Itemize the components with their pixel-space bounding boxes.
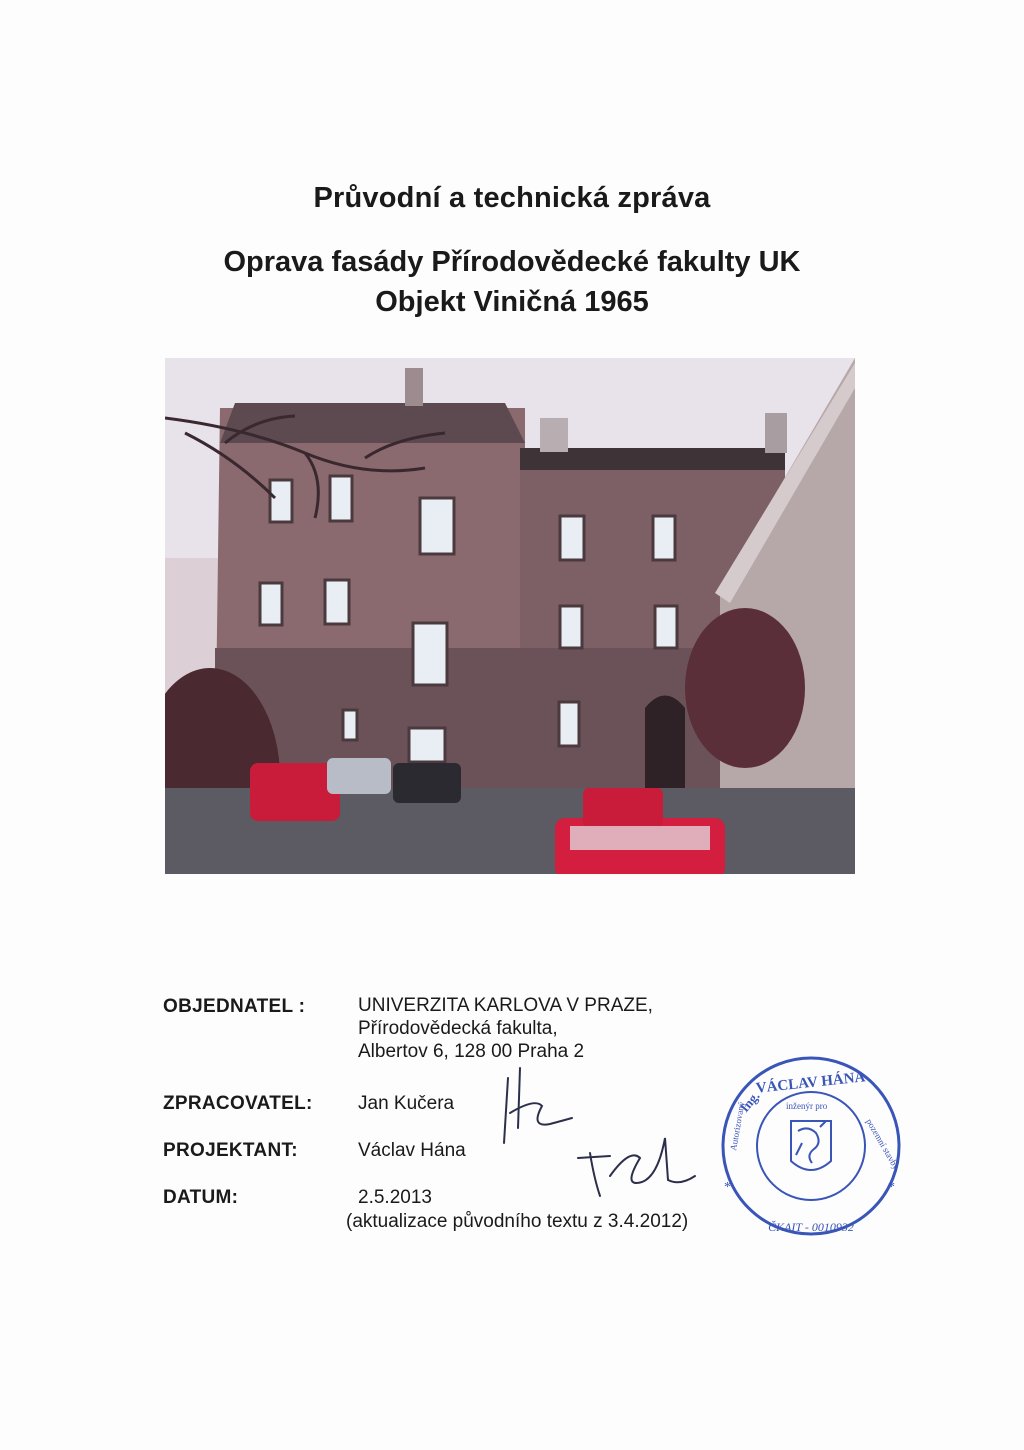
objednatel-line-3: Albertov 6, 128 00 Praha 2 [358, 1041, 585, 1062]
datum-label: DATUM: [163, 1187, 239, 1208]
subtitle-line-2: Objekt Viničná 1965 [375, 286, 649, 318]
objednatel-value [358, 994, 653, 1063]
svg-text:pozemní stavby: pozemní stavby [864, 1117, 902, 1172]
datum-value: 2.5.2013 [358, 1187, 432, 1208]
document-subtitle [0, 242, 1024, 322]
building-photo [165, 358, 855, 874]
datum-note: (aktualizace původního textu z 3.4.2012) [346, 1211, 689, 1232]
objednatel-line-1: UNIVERZITA KARLOVA V PRAZE, [358, 995, 653, 1016]
svg-text:*: * [724, 1180, 731, 1195]
svg-text:inženýr pro: inženýr pro [786, 1101, 828, 1111]
svg-text:VÁCLAV HÁNA: VÁCLAV HÁNA [755, 1069, 867, 1097]
objednatel-label: OBJEDNATEL : [163, 996, 306, 1017]
authorization-stamp [716, 1051, 906, 1241]
projektant-label: PROJEKTANT: [163, 1140, 298, 1161]
svg-text:*: * [888, 1180, 895, 1195]
projektant-value: Václav Hána [358, 1140, 466, 1161]
svg-text:ČKAIT - 0010932: ČKAIT - 0010932 [768, 1220, 854, 1234]
document-title: Průvodní a technická zpráva [313, 182, 711, 214]
svg-text:Autorizovaný: Autorizovaný [728, 1100, 747, 1152]
objednatel-line-2: Přírodovědecká fakulta, [358, 1018, 558, 1039]
handwritten-signature [490, 1058, 730, 1208]
zpracovatel-label: ZPRACOVATEL: [163, 1093, 313, 1114]
zpracovatel-value: Jan Kučera [358, 1093, 455, 1114]
subtitle-line-1: Oprava fasády Přírodovědecké fakulty UK [223, 246, 801, 278]
svg-text:Ing.: Ing. [736, 1088, 763, 1115]
